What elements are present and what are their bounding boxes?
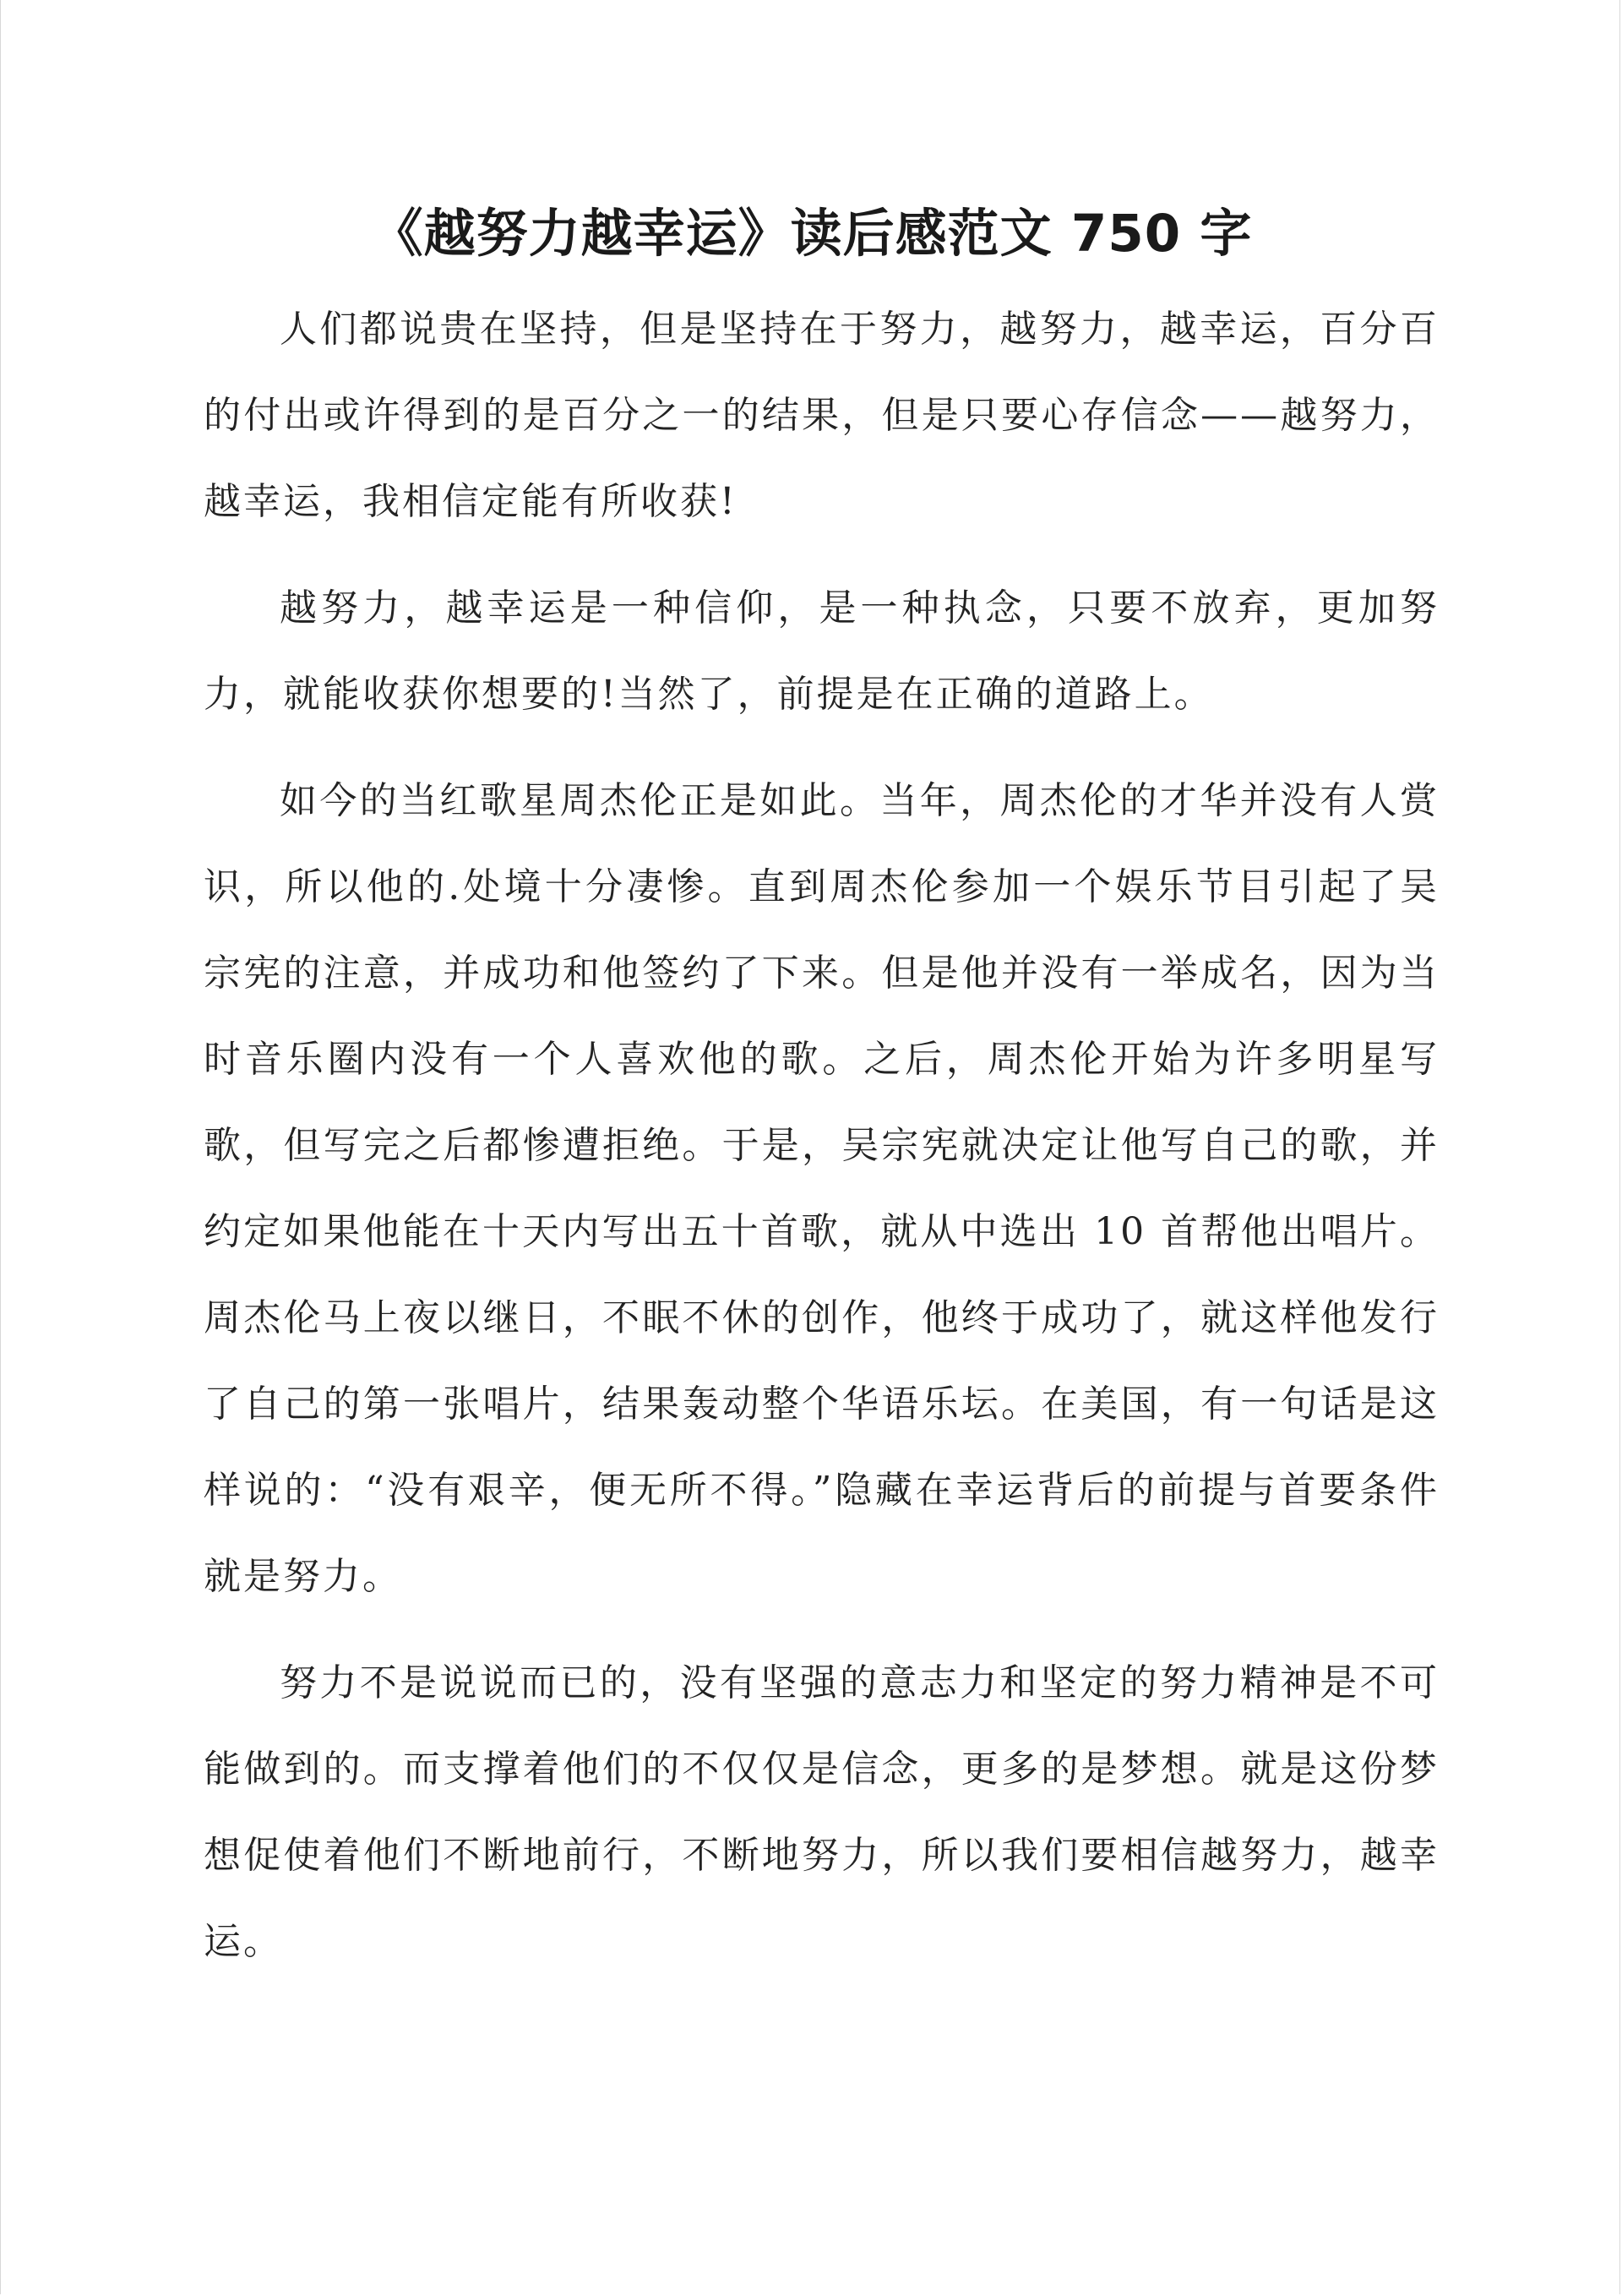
paragraph-1: 人们都说贵在坚持，但是坚持在于努力，越努力，越幸运，百分百的付出或许得到的是百分之一的结果，但是只要心存信念——越努力，越幸运，我相信定能有所收获! bbox=[204, 308, 1440, 523]
document-body bbox=[204, 286, 1440, 2005]
paragraph-2: 越努力，越幸运是一种信仰，是一种执念，只要不放弃，更加努力，就能收获你想要的!当然了，前提是在正确的道路上。 bbox=[204, 586, 1440, 716]
paragraph-3: 如今的当红歌星周杰伦正是如此。当年，周杰伦的才华并没有人赏识，所以他的.处境十分凄惨。直到周杰伦参加一个娱乐节目引起了吴宗宪的注意，并成功和他签约了下来。但是他并没有一举成名，因为当时音乐圈内没有一个人喜欢他的歌。之后，周杰伦开始为许多明星写歌，但写完之后都惨遭拒绝。于是，吴宗宪就决定让他写自己的歌，并约定如果他能在十天内写出五十首歌，就从中选出 10 首帮他出唱片。周杰伦马上夜以继日，不眠不休的创作，他终于成功了，就这样他发行了自己的第一张唱片，结果轰动整个华语乐坛。在美国，有一句话是这样说的：“没有艰辛，便无所不得。”隐藏在幸运背后的前提与首要条件就是努力。 bbox=[204, 779, 1440, 1598]
paragraph-4: 努力不是说说而已的，没有坚强的意志力和坚定的努力精神是不可能做到的。而支撑着他们的不仅仅是信念，更多的是梦想。就是这份梦想促使着他们不断地前行，不断地努力，所以我们要相信越努力，越幸运。 bbox=[204, 1661, 1440, 1963]
document-title: 《越努力越幸运》读后感范文 750 字 bbox=[371, 204, 1253, 264]
